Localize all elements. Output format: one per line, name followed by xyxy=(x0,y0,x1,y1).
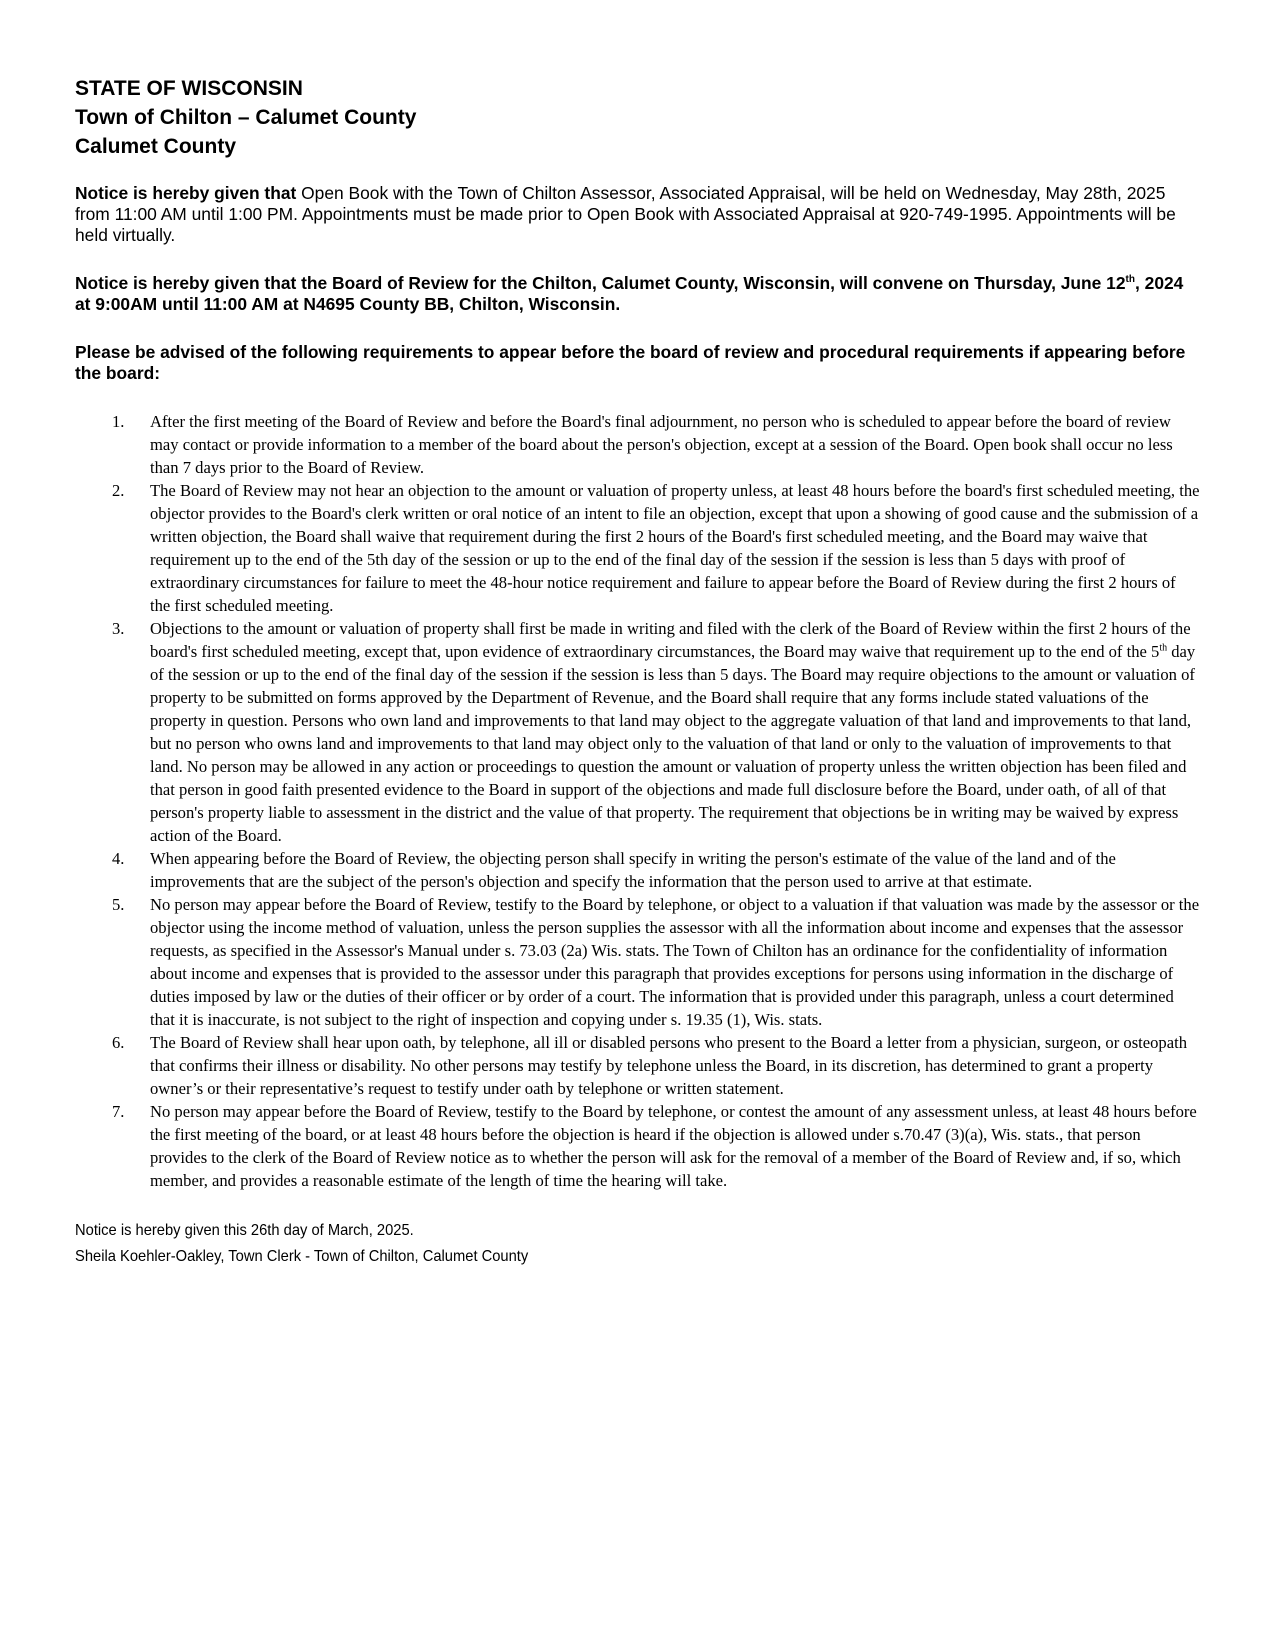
requirement-item xyxy=(75,410,1200,479)
board-notice-sup: th xyxy=(1125,274,1135,286)
open-book-text: Open Book with the Town of Chilton Assessor, Associated Appraisal, will be held on Wednesday, May 28th, 2025 from 11:00 AM until 1:00 PM. Appointments must be made prior to Open Book with Associated Appraisal at 920-749-1995. Appointments will be held virtually. xyxy=(75,183,1176,245)
requirement-number: 1. xyxy=(112,412,125,431)
requirement-number: 7. xyxy=(112,1102,125,1121)
requirement-text: No person may appear before the Board of Review, testify to the Board by telephone, or contest the amount of any assessment unless, at least 48 hours before the first meeting of the board, or at least 48 hours before the objection is heard if the objection is allowed under s.70.47 (3)(a), Wis. stats., that person provides to the clerk of the Board of Review notice as to whether the person will ask for the removal of a member of the Board of Review and, if so, which member, and provides a reasonable estimate of the length of time the hearing will take. xyxy=(150,1102,1197,1190)
advisory-heading: Please be advised of the following requirements to appear before the board of review and procedural requirements if appearing before the board: xyxy=(75,342,1186,383)
requirement-item xyxy=(75,847,1200,893)
county-heading: Calumet County xyxy=(75,135,237,158)
clerk-signature-line: Sheila Koehler-Oakley, Town Clerk - Town of Chilton, Calumet County xyxy=(75,1248,529,1265)
board-notice-text: Notice is hereby given that the Board of Review for the Chilton, Calumet County, Wisconsin, will convene on Thursday, June 12 xyxy=(75,273,1126,293)
requirement-item xyxy=(75,1100,1200,1192)
requirement-item xyxy=(75,617,1200,847)
requirement-item xyxy=(75,893,1200,1031)
requirement-text: The Board of Review may not hear an objection to the amount or valuation of property unless, at least 48 hours before the board's first scheduled meeting, the objector provides to the Board's clerk written or oral notice of an intent to file an objection, except that upon a showing of good cause and the submission of a written objection, the Board shall waive that requirement during the first 2 hours of the Board's first scheduled meeting, and the Board may waive that requirement up to the end of the 5th day of the session or up to the end of the final day of the session if the session is less than 5 days with proof of extraordinary circumstances for failure to meet the 48-hour notice requirement and failure to appear before the Board of Review during the first 2 hours of the first scheduled meeting. xyxy=(150,481,1200,615)
requirement-number: 2. xyxy=(112,481,125,500)
requirement-text-end: day of the session or up to the end of the final day of the session if the session is less than 5 days. The Board may require objections to the amount or valuation of property to be submitted on forms approved by the Department of Revenue, and the Board shall require that any forms include stated valuations of the property in question. Persons who own land and improvements to that land may object to the aggregate valuation of that land and improvements to that land, but no person who owns land and improvements to that land may object only to the valuation of that land or only to the valuation of improvements to that land. No person may be allowed in any action or proceedings to question the amount or valuation of property unless the written objection has been filed and that person in good faith presented evidence to the Board in support of the objections and made full disclosure before the Board, under oath, of all of that person's property liable to assessment in the district and the value of that property. The requirement that objections be in writing may be waived by express action of the Board. xyxy=(150,642,1196,845)
requirement-text: The Board of Review shall hear upon oath, by telephone, all ill or disabled persons who present to the Board a letter from a physician, surgeon, or osteopath that confirms their illness or disability. No other persons may testify by telephone unless the Board, in its discretion, has determined to grant a property owner’s or their representative’s request to testify under oath by telephone or written statement. xyxy=(150,1033,1187,1098)
requirement-text: When appearing before the Board of Review, the objecting person shall specify in writing the person's estimate of the value of the land and of the improvements that are the subject of the person's objection and specify the information that the person used to arrive at that estimate. xyxy=(150,849,1116,891)
requirement-text: After the first meeting of the Board of Review and before the Board's final adjournment, no person who is scheduled to appear before the board of review may contact or provide information to a member of the board about the person's objection, except at a session of the Board. Open book shall occur no less than 7 days prior to the Board of Review. xyxy=(150,412,1173,477)
requirement-number: 5. xyxy=(112,895,125,914)
requirements-list xyxy=(75,410,1200,1192)
notice-document xyxy=(75,74,1200,1270)
notice-date-line: Notice is hereby given this 26th day of March, 2025. xyxy=(75,1222,414,1239)
state-heading: STATE OF WISCONSIN xyxy=(75,77,303,100)
document-header xyxy=(75,74,1200,161)
open-book-notice xyxy=(75,183,1200,246)
requirement-item xyxy=(75,479,1200,617)
document-footer xyxy=(75,1218,1110,1270)
board-of-review-notice xyxy=(75,273,1200,315)
town-heading: Town of Chilton – Calumet County xyxy=(75,106,417,129)
requirement-item xyxy=(75,1031,1200,1100)
requirement-number: 6. xyxy=(112,1033,125,1052)
requirement-number: 4. xyxy=(112,849,125,868)
requirement-text: Objections to the amount or valuation of property shall first be made in writing and filed with the clerk of the Board of Review within the first 2 hours of the board's first scheduled meeting, except that, upon evidence of extraordinary circumstances, the Board may waive that requirement up to the end of the 5 xyxy=(150,619,1191,661)
open-book-lead: Notice is hereby given that xyxy=(75,183,297,203)
board-notice-text-end: , 2024 at 9:00AM until 11:00 AM at N4695 County BB, Chilton, Wisconsin. xyxy=(75,273,1184,314)
requirement-number: 3. xyxy=(112,619,125,638)
requirement-sup: th xyxy=(1159,642,1168,654)
requirement-text: No person may appear before the Board of Review, testify to the Board by telephone, or object to a valuation if that valuation was made by the assessor or the objector using the income method of valuation, unless the person supplies the assessor with all the information about income and expenses that the assessor requests, as specified in the Assessor's Manual under s. 73.03 (2a) Wis. stats. The Town of Chilton has an ordinance for the confidentiality of information about income and expenses that is provided to the assessor under this paragraph that provides exceptions for persons using information in the discharge of duties imposed by law or the duties of their officer or by order of a court. The information that is provided under this paragraph, unless a court determined that it is inaccurate, is not subject to the right of inspection and copying under s. 19.35 (1), Wis. stats. xyxy=(150,895,1200,1029)
